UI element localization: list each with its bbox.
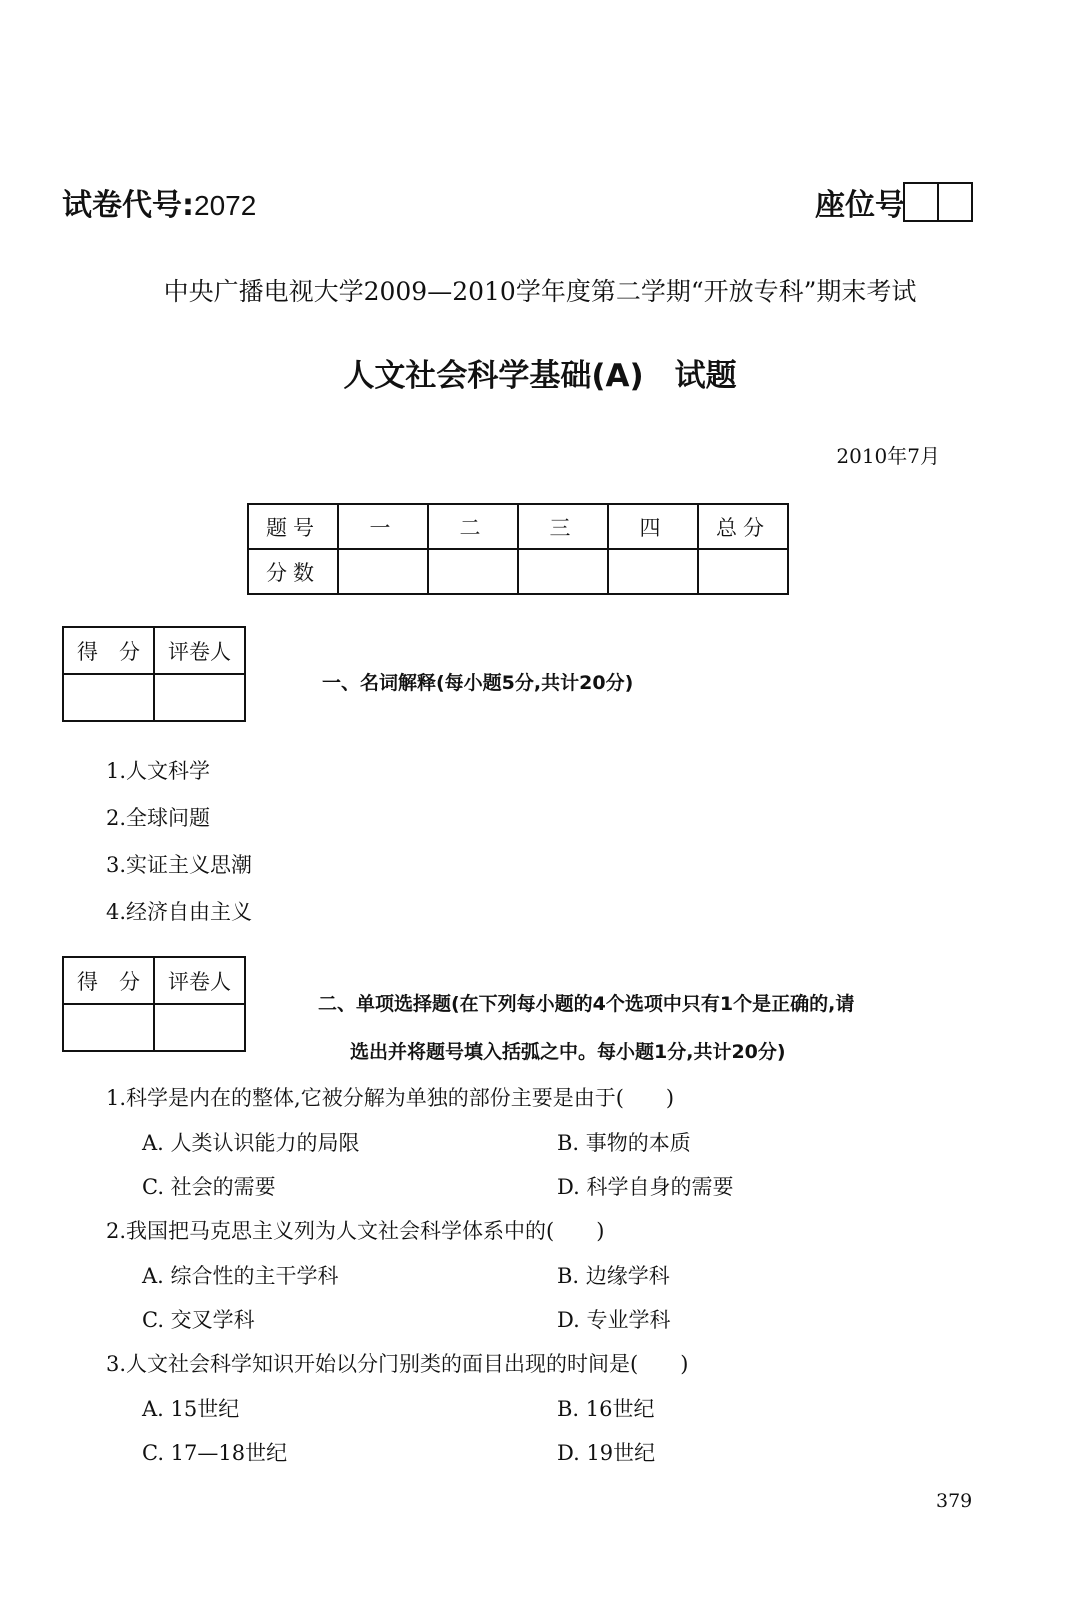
question-3-option-c: C. 17—18世纪 <box>142 1441 288 1465</box>
score-cell-total: 总分 <box>698 504 788 549</box>
score-value-q1 <box>338 549 428 594</box>
section2-heading-line1: 二、单项选择题(在下列每小题的4个选项中只有1个是正确的,请 <box>318 993 855 1015</box>
score-table-value-row <box>248 549 788 594</box>
question-2-option-a: A. 综合性的主干学科 <box>142 1264 339 1288</box>
exam-subtitle: 中央广播电视大学2009—2010学年度第二学期“开放专科”期末考试 <box>163 277 917 306</box>
score-value-total <box>698 549 788 594</box>
page-number: 379 <box>936 1490 973 1512</box>
section1-heading: 一、名词解释(每小题5分,共计20分) <box>322 672 634 694</box>
grader-box-1 <box>62 626 246 722</box>
score-cell-q1: 一 <box>338 504 428 549</box>
section1-item-4: 4.经济自由主义 <box>106 900 253 924</box>
exam-code-colon: : <box>182 188 194 223</box>
seat-box-2 <box>937 182 973 222</box>
score-table <box>247 503 789 595</box>
score-value-q4 <box>608 549 698 594</box>
section2-heading-line2: 选出并将题号填入括弧之中。每小题1分,共计20分) <box>350 1041 786 1063</box>
question-1-option-c: C. 社会的需要 <box>142 1175 276 1199</box>
question-2-option-b: B. 边缘学科 <box>557 1264 670 1288</box>
exam-code-number: 2072 <box>194 190 257 221</box>
question-3-option-d: D. 19世纪 <box>557 1441 656 1465</box>
score-cell-q2: 二 <box>428 504 518 549</box>
grader-score-label: 得 分 <box>63 627 154 674</box>
score-cell-q4: 四 <box>608 504 698 549</box>
grader-name-label: 评卷人 <box>154 627 245 674</box>
section1-item-1: 1.人文科学 <box>106 759 211 783</box>
score-value-q2 <box>428 549 518 594</box>
score-cell-label: 题号 <box>248 504 338 549</box>
exam-date: 2010年7月 <box>836 444 940 468</box>
seat-number <box>815 180 973 224</box>
question-1-option-b: B. 事物的本质 <box>557 1131 691 1155</box>
paper-title: 人文社会科学基础(A) 试题 <box>343 358 737 394</box>
question-2-stem: 2.我国把马克思主义列为人文社会科学体系中的( ) <box>106 1219 605 1243</box>
grader-name-label: 评卷人 <box>154 957 245 1004</box>
grader-name-field <box>154 674 245 721</box>
score-value-q3 <box>518 549 608 594</box>
question-2-option-c: C. 交叉学科 <box>142 1308 255 1332</box>
question-1-option-a: A. 人类认识能力的局限 <box>142 1131 360 1155</box>
grader-score-field <box>63 674 154 721</box>
grader-name-field <box>154 1004 245 1051</box>
grader-score-field <box>63 1004 154 1051</box>
score-value-label: 分数 <box>248 549 338 594</box>
question-3-option-a: A. 15世纪 <box>142 1397 240 1421</box>
grader-box-2 <box>62 956 246 1052</box>
score-cell-q3: 三 <box>518 504 608 549</box>
exam-code <box>62 180 256 224</box>
question-1-stem: 1.科学是内在的整体,它被分解为单独的部份主要是由于( ) <box>106 1086 675 1110</box>
exam-code-label: 试卷代号 <box>62 188 182 223</box>
question-2-option-d: D. 专业学科 <box>557 1308 671 1332</box>
seat-box-1 <box>903 182 939 222</box>
score-table-header-row <box>248 504 788 549</box>
seat-number-label: 座位号 <box>815 188 905 223</box>
question-3-stem: 3.人文社会科学知识开始以分门别类的面目出现的时间是( ) <box>106 1352 689 1376</box>
section1-item-2: 2.全球问题 <box>106 806 211 830</box>
grader-score-label: 得 分 <box>63 957 154 1004</box>
question-1-option-d: D. 科学自身的需要 <box>557 1175 734 1199</box>
question-3-option-b: B. 16世纪 <box>557 1397 655 1421</box>
section1-item-3: 3.实证主义思潮 <box>106 853 253 877</box>
